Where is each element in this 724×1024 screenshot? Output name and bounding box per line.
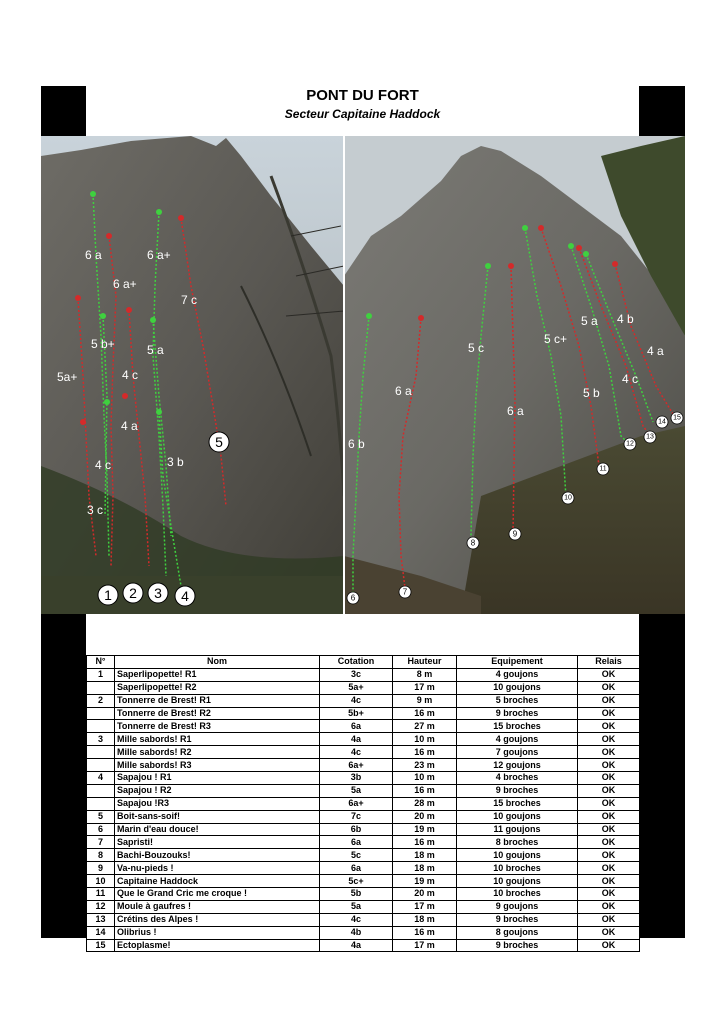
cell-hauteur: 19 m: [393, 823, 457, 836]
cell-relais: OK: [578, 862, 640, 875]
grade-label: 4 c: [122, 368, 139, 382]
cell-hauteur: 8 m: [393, 668, 457, 681]
cell-num: 10: [87, 875, 115, 888]
route-number: 12: [626, 440, 634, 448]
table-row: [87, 862, 640, 875]
cell-relais: OK: [578, 746, 640, 759]
cell-num: 14: [87, 926, 115, 939]
grade-label: 7 c: [181, 293, 198, 307]
cell-nom: Sapajou ! R2: [115, 784, 320, 797]
cell-hauteur: 17 m: [393, 939, 457, 952]
cell-nom: Sapajou !R3: [115, 797, 320, 810]
cell-hauteur: 19 m: [393, 875, 457, 888]
route-number: 4: [181, 588, 189, 604]
cell-nom: Mille sabords! R1: [115, 733, 320, 746]
table-body: [87, 668, 640, 952]
cell-relais: OK: [578, 888, 640, 901]
cell-cotation: 5b+: [320, 707, 393, 720]
cell-num: [87, 759, 115, 772]
table-row: [87, 746, 640, 759]
cell-cotation: 6a: [320, 862, 393, 875]
cell-equipement: 8 goujons: [457, 926, 578, 939]
cell-equipement: 10 broches: [457, 862, 578, 875]
cell-relais: OK: [578, 939, 640, 952]
route-number: 3: [154, 585, 162, 601]
cell-equipement: 9 broches: [457, 939, 578, 952]
grade-label: 4 c: [95, 458, 112, 472]
cell-hauteur: 16 m: [393, 926, 457, 939]
cell-hauteur: 17 m: [393, 681, 457, 694]
cell-nom: Bachi-Bouzouks!: [115, 849, 320, 862]
grade-label: 5 c: [468, 341, 485, 355]
cell-nom: Mille sabords! R2: [115, 746, 320, 759]
route-number: 8: [470, 538, 476, 548]
table-row: [87, 913, 640, 926]
grade-label: 5 a: [147, 343, 164, 357]
grade-label: 5 c+: [544, 332, 568, 346]
cell-relais: OK: [578, 733, 640, 746]
grade-label: 4 a: [647, 344, 664, 358]
route-number: 9: [512, 529, 518, 539]
cell-nom: Marin d'eau douce!: [115, 823, 320, 836]
cell-hauteur: 9 m: [393, 694, 457, 707]
route-number: 15: [673, 414, 681, 422]
route-number: 1: [104, 587, 112, 603]
cell-nom: Boit-sans-soif!: [115, 810, 320, 823]
cell-num: 9: [87, 862, 115, 875]
cell-equipement: 10 goujons: [457, 810, 578, 823]
grade-label: 5 b+: [91, 337, 115, 351]
header-cotation: Cotation: [320, 656, 393, 669]
table-row: [87, 875, 640, 888]
cell-nom: Crétins des Alpes !: [115, 913, 320, 926]
table-row: [87, 939, 640, 952]
page-title: PONT DU FORT: [306, 87, 419, 104]
table-row: [87, 823, 640, 836]
cell-nom: Moule à gaufres !: [115, 900, 320, 913]
cell-equipement: 7 goujons: [457, 746, 578, 759]
table-row: [87, 784, 640, 797]
table-row: [87, 836, 640, 849]
cell-hauteur: 20 m: [393, 888, 457, 901]
left-photo: [41, 136, 344, 614]
route-number: 5: [215, 434, 223, 450]
cell-hauteur: 20 m: [393, 810, 457, 823]
cell-cotation: 4c: [320, 694, 393, 707]
table-row: [87, 772, 640, 785]
cell-equipement: 9 broches: [457, 913, 578, 926]
cell-cotation: 6a: [320, 720, 393, 733]
cell-equipement: 15 broches: [457, 720, 578, 733]
cell-nom: Tonnerre de Brest! R2: [115, 707, 320, 720]
cell-cotation: 4b: [320, 926, 393, 939]
cell-num: 5: [87, 810, 115, 823]
cell-hauteur: 28 m: [393, 797, 457, 810]
route-number: 7: [402, 587, 408, 597]
cell-nom: Ectoplasme!: [115, 939, 320, 952]
grade-label: 4 a: [121, 419, 138, 433]
cell-equipement: 8 broches: [457, 836, 578, 849]
cell-nom: Que le Grand Cric me croque !: [115, 888, 320, 901]
cell-equipement: 10 goujons: [457, 681, 578, 694]
cell-num: [87, 746, 115, 759]
cell-hauteur: 16 m: [393, 836, 457, 849]
cell-num: 3: [87, 733, 115, 746]
right-black-strip: [639, 614, 685, 938]
cell-cotation: 7c: [320, 810, 393, 823]
cell-hauteur: 18 m: [393, 849, 457, 862]
grade-label: 6 a+: [113, 277, 137, 291]
cell-num: 11: [87, 888, 115, 901]
cell-cotation: 5c: [320, 849, 393, 862]
cell-relais: OK: [578, 668, 640, 681]
cell-hauteur: 23 m: [393, 759, 457, 772]
header-relais: Relais: [578, 656, 640, 669]
cell-num: [87, 681, 115, 694]
cell-nom: Va-nu-pieds !: [115, 862, 320, 875]
table-row: [87, 694, 640, 707]
cell-num: [87, 797, 115, 810]
grade-label: 3 b: [167, 455, 184, 469]
cell-num: 8: [87, 849, 115, 862]
cell-cotation: 6b: [320, 823, 393, 836]
cell-equipement: 15 broches: [457, 797, 578, 810]
cell-equipement: 10 broches: [457, 888, 578, 901]
cell-num: 7: [87, 836, 115, 849]
route-number: 13: [646, 433, 654, 441]
grade-label: 4 b: [617, 312, 634, 326]
cell-equipement: 9 broches: [457, 784, 578, 797]
cell-cotation: 5b: [320, 888, 393, 901]
cell-hauteur: 18 m: [393, 862, 457, 875]
cell-cotation: 5c+: [320, 875, 393, 888]
route-number: 11: [599, 465, 607, 473]
cell-relais: OK: [578, 913, 640, 926]
header-equipement: Equipement: [457, 656, 578, 669]
cell-relais: OK: [578, 875, 640, 888]
cell-num: 12: [87, 900, 115, 913]
cell-nom: Saperlipopette! R1: [115, 668, 320, 681]
route-number: 14: [658, 418, 666, 426]
table-row: [87, 888, 640, 901]
cell-nom: Saperlipopette! R2: [115, 681, 320, 694]
table-header-row: [87, 656, 640, 669]
grade-label: 6 a: [395, 384, 412, 398]
cell-relais: OK: [578, 823, 640, 836]
cell-cotation: 3c: [320, 668, 393, 681]
cell-equipement: 9 broches: [457, 707, 578, 720]
grade-label: 3 c: [87, 503, 104, 517]
cell-num: [87, 707, 115, 720]
cell-relais: OK: [578, 810, 640, 823]
cell-num: 6: [87, 823, 115, 836]
routes-table: [86, 655, 640, 952]
cell-cotation: 5a: [320, 784, 393, 797]
table-row: [87, 900, 640, 913]
cell-cotation: 6a: [320, 836, 393, 849]
grade-label: 6 a+: [147, 248, 171, 262]
cell-equipement: 11 goujons: [457, 823, 578, 836]
cell-relais: OK: [578, 784, 640, 797]
table-row: [87, 926, 640, 939]
page-subtitle: Secteur Capitaine Haddock: [284, 107, 441, 121]
routes-table-container: [86, 655, 639, 952]
table-row: [87, 733, 640, 746]
cell-relais: OK: [578, 694, 640, 707]
cell-num: 4: [87, 772, 115, 785]
grade-label: 4 c: [622, 372, 639, 386]
table-row: [87, 668, 640, 681]
grade-label: 5 b: [583, 386, 600, 400]
table-row: [87, 707, 640, 720]
cell-cotation: 4c: [320, 913, 393, 926]
header-hauteur: Hauteur: [393, 656, 457, 669]
cell-relais: OK: [578, 900, 640, 913]
cell-num: [87, 720, 115, 733]
cell-equipement: 10 goujons: [457, 875, 578, 888]
cell-relais: OK: [578, 849, 640, 862]
cell-nom: Tonnerre de Brest! R1: [115, 694, 320, 707]
cell-relais: OK: [578, 759, 640, 772]
cell-cotation: 5a+: [320, 681, 393, 694]
cell-cotation: 6a+: [320, 759, 393, 772]
table-row: [87, 797, 640, 810]
cell-nom: Capitaine Haddock: [115, 875, 320, 888]
cell-hauteur: 18 m: [393, 913, 457, 926]
cell-nom: Olibrius !: [115, 926, 320, 939]
cell-relais: OK: [578, 772, 640, 785]
cell-hauteur: 16 m: [393, 784, 457, 797]
cell-nom: Mille sabords! R3: [115, 759, 320, 772]
cell-num: 15: [87, 939, 115, 952]
grade-label: 6 a: [507, 404, 524, 418]
cell-cotation: 4a: [320, 939, 393, 952]
cell-cotation: 4a: [320, 733, 393, 746]
cell-equipement: 5 broches: [457, 694, 578, 707]
header-nom: Nom: [115, 656, 320, 669]
left-black-strip: [41, 614, 86, 938]
table-row: [87, 681, 640, 694]
grade-label: 5a+: [57, 370, 78, 384]
topo-photo: [41, 136, 685, 614]
cell-hauteur: 10 m: [393, 733, 457, 746]
table-row: [87, 810, 640, 823]
cell-nom: Tonnerre de Brest! R3: [115, 720, 320, 733]
cell-hauteur: 10 m: [393, 772, 457, 785]
cell-relais: OK: [578, 797, 640, 810]
cell-num: [87, 784, 115, 797]
route-number: 6: [350, 593, 356, 603]
cell-relais: OK: [578, 836, 640, 849]
cell-hauteur: 16 m: [393, 707, 457, 720]
cell-relais: OK: [578, 720, 640, 733]
cell-hauteur: 27 m: [393, 720, 457, 733]
route-number: 2: [129, 585, 137, 601]
grade-label: 5 a: [581, 314, 598, 328]
cell-cotation: 3b: [320, 772, 393, 785]
cell-cotation: 6a+: [320, 797, 393, 810]
cell-equipement: 9 goujons: [457, 900, 578, 913]
table-row: [87, 849, 640, 862]
header-num: N°: [87, 656, 115, 669]
grade-label: 6 a: [85, 248, 102, 262]
cell-nom: Sapajou ! R1: [115, 772, 320, 785]
cell-equipement: 10 goujons: [457, 849, 578, 862]
cell-cotation: 4c: [320, 746, 393, 759]
cell-equipement: 12 goujons: [457, 759, 578, 772]
cell-relais: OK: [578, 707, 640, 720]
cell-relais: OK: [578, 681, 640, 694]
cell-num: 2: [87, 694, 115, 707]
route-number: 10: [564, 494, 572, 502]
cell-hauteur: 16 m: [393, 746, 457, 759]
grade-label: 6 b: [348, 437, 365, 451]
cell-hauteur: 17 m: [393, 900, 457, 913]
cell-nom: Sapristi!: [115, 836, 320, 849]
cell-equipement: 4 goujons: [457, 668, 578, 681]
cell-num: 1: [87, 668, 115, 681]
table-row: [87, 720, 640, 733]
cell-cotation: 5a: [320, 900, 393, 913]
cell-relais: OK: [578, 926, 640, 939]
cell-equipement: 4 goujons: [457, 733, 578, 746]
table-row: [87, 759, 640, 772]
cell-equipement: 4 broches: [457, 772, 578, 785]
cell-num: 13: [87, 913, 115, 926]
